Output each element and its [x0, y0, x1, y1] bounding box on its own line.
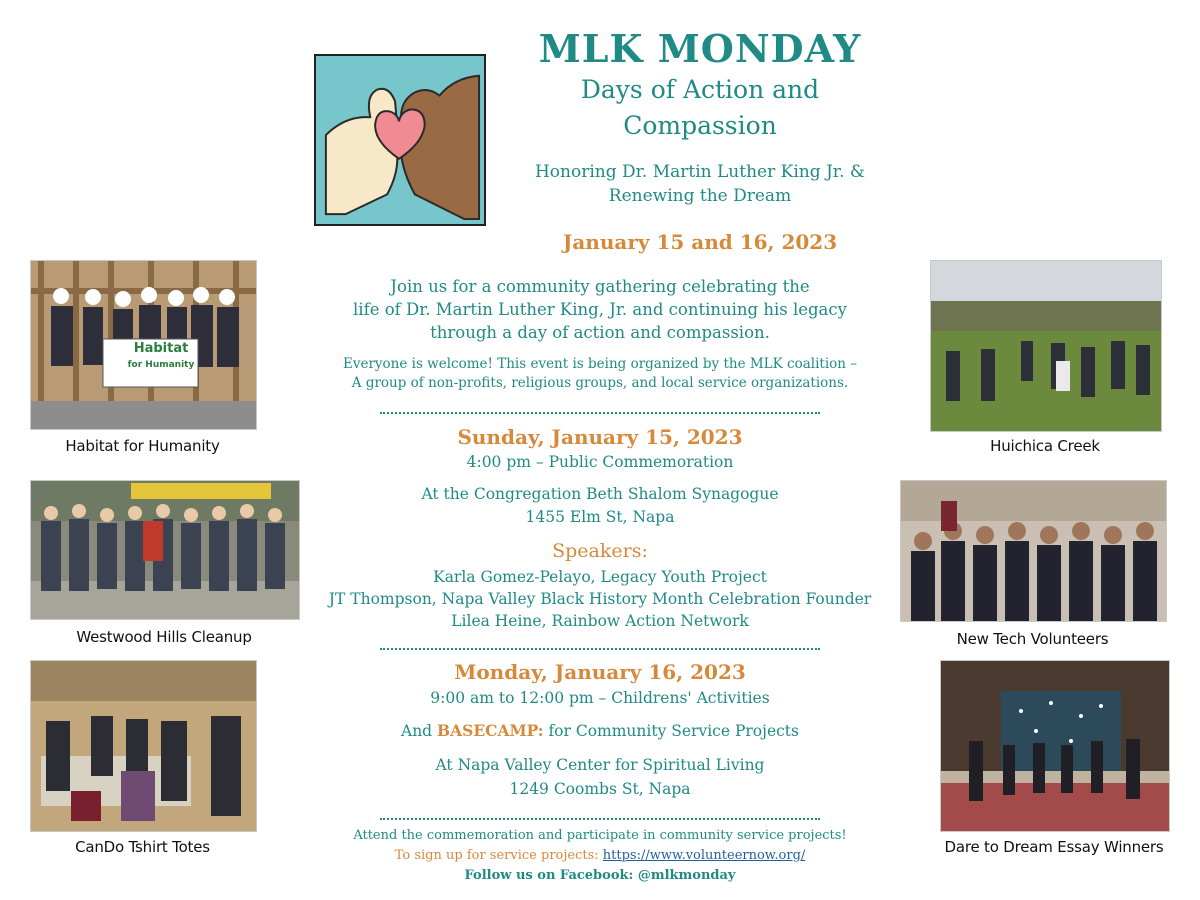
sunday-time: 4:00 pm – Public Commemoration: [466, 453, 734, 471]
intro-line-3: through a day of action and compassion.: [430, 323, 770, 342]
monday-venue: At Napa Valley Center for Spiritual Living: [435, 756, 765, 774]
intro-line-1: Join us for a community gathering celebrating the: [390, 277, 810, 296]
signup-prefix: To sign up for service projects:: [394, 848, 603, 863]
sunday-venue: At the Congregation Beth Shalom Synagogue: [421, 485, 779, 503]
welcome-line-1: Everyone is welcome! This event is being organized by the MLK coalition –: [342, 356, 858, 372]
westwood-caption: Westwood Hills Cleanup: [76, 628, 252, 646]
monday-time: 9:00 am to 12:00 pm – Childrens' Activities: [430, 689, 770, 707]
subtitle-line-1: Days of Action and: [580, 75, 820, 104]
divider: [380, 412, 820, 414]
divider: [380, 818, 820, 820]
welcome-text: [300, 355, 900, 393]
speaker-item: Lilea Heine, Rainbow Action Network: [451, 612, 749, 630]
hands-heart-icon: [316, 56, 484, 224]
divider: [380, 648, 820, 650]
basecamp-line: [300, 720, 900, 742]
habitat-sign-subtitle: for Humanity: [127, 360, 195, 370]
habitat-sign-text: [115, 341, 207, 373]
westwood-photo: [30, 480, 300, 620]
welcome-line-2: A group of non-profits, religious groups, and local service organizations.: [351, 375, 849, 391]
hands-heart-logo: [314, 54, 486, 226]
newtech-caption: New Tech Volunteers: [956, 630, 1109, 648]
basecamp-prefix: And: [401, 722, 438, 740]
huichica-photo: [930, 260, 1162, 432]
page-title: MLK MONDAY: [538, 26, 862, 71]
intro-line-2: life of Dr. Martin Luther King, Jr. and continuing his legacy: [353, 300, 847, 319]
event-dates: January 15 and 16, 2023: [562, 230, 838, 254]
habitat-photo: [30, 260, 257, 430]
dream-photo: [940, 660, 1170, 832]
habitat-sign-title: Habitat: [133, 341, 189, 356]
sunday-address: 1455 Elm St, Napa: [525, 508, 675, 526]
newtech-photo: [900, 480, 1167, 622]
dream-caption: Dare to Dream Essay Winners: [944, 838, 1164, 856]
speakers-heading: Speakers:: [552, 540, 648, 562]
signup-link[interactable]: https://www.volunteernow.org/: [602, 848, 806, 863]
honor-line-2: Renewing the Dream: [608, 186, 792, 206]
sunday-heading: Sunday, January 15, 2023: [457, 425, 743, 449]
speaker-item: JT Thompson, Napa Valley Black History Month Celebration Founder: [328, 590, 872, 608]
intro-text: [300, 275, 900, 344]
monday-heading: Monday, January 16, 2023: [454, 660, 746, 684]
basecamp-word: BASECAMP:: [437, 721, 544, 740]
facebook-line: Follow us on Facebook: @mlkmonday: [464, 868, 736, 883]
cando-photo: [30, 660, 257, 832]
subtitle-line-2: Compassion: [623, 111, 777, 140]
signup-line: [300, 846, 900, 866]
monday-address: 1249 Coombs St, Napa: [509, 780, 691, 798]
cando-caption: CanDo Tshirt Totes: [75, 838, 210, 856]
speaker-item: Karla Gomez-Pelayo, Legacy Youth Project: [433, 568, 767, 586]
footer-line-1: Attend the commemoration and participate in community service projects!: [353, 828, 847, 843]
habitat-caption: Habitat for Humanity: [65, 437, 220, 455]
speakers-list: [300, 566, 900, 632]
honor-line-1: Honoring Dr. Martin Luther King Jr. &: [534, 162, 866, 182]
basecamp-suffix: for Community Service Projects: [543, 722, 799, 740]
huichica-caption: Huichica Creek: [990, 437, 1100, 455]
